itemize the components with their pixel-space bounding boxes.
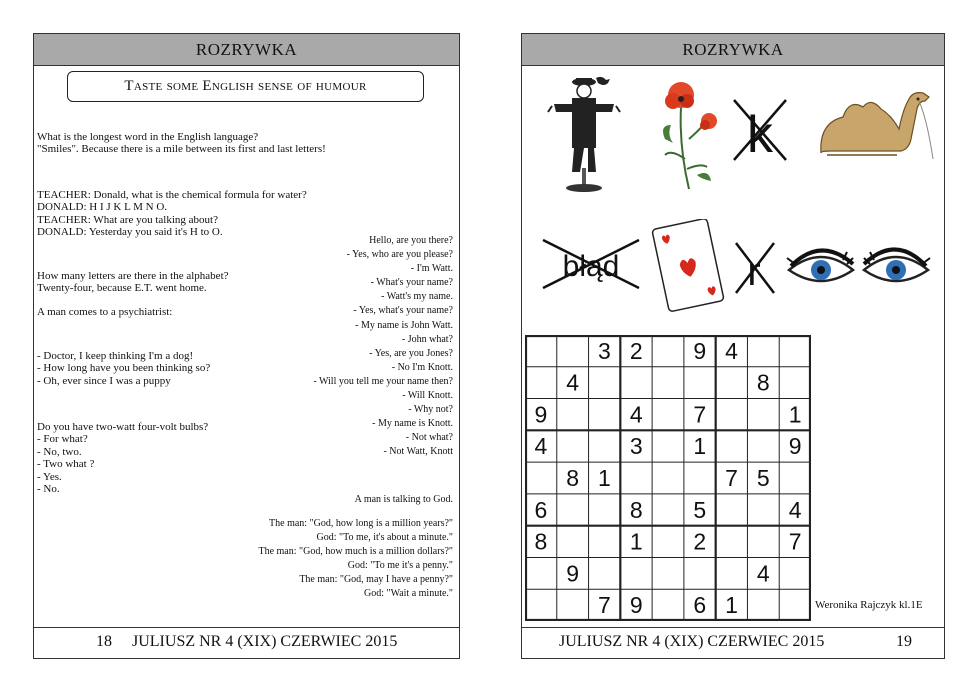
sudoku-cell-digit: 9 xyxy=(566,560,580,587)
joke-line: TEACHER: What are you talking about? xyxy=(37,213,218,226)
sudoku-cell-digit: 1 xyxy=(629,528,643,555)
god-line: God: "To me, it's about a minute." xyxy=(316,532,453,544)
crossed-letter-r xyxy=(732,239,778,297)
joke-line: - For what? xyxy=(37,433,88,446)
sudoku-grid xyxy=(525,335,811,621)
sudoku-cell-digit: 4 xyxy=(534,433,548,460)
joke-psychiatrist-intro xyxy=(37,306,172,318)
poppy-icon xyxy=(657,79,725,194)
joke-water-formula xyxy=(37,189,307,239)
sudoku-cell-digit: 1 xyxy=(788,401,802,428)
dialogue-line: - Yes, what's your name? xyxy=(353,305,453,317)
sudoku-cell-digit: 2 xyxy=(629,337,643,364)
joke-line: Do you have two-watt four-volt bulbs? xyxy=(37,421,209,433)
dialogue-line: - Why not? xyxy=(408,404,453,416)
sudoku-cell-digit: 9 xyxy=(629,592,643,619)
joke-line: A man comes to a psychiatrist: xyxy=(37,306,173,318)
joke-line: - Doctor, I keep thinking I'm a dog! xyxy=(37,350,194,362)
sudoku-cell-digit: 5 xyxy=(756,465,770,491)
sudoku-cell-digit: 4 xyxy=(566,369,580,396)
sudoku-cell-digit: 4 xyxy=(629,401,643,428)
god-line: The man: "God, may I have a penny?" xyxy=(299,574,453,586)
joke-alphabet xyxy=(37,270,229,295)
dialogue-line: - Not Watt, Knott xyxy=(383,446,453,458)
scarecrow-icon xyxy=(544,76,634,194)
crossed-word-blad-text: błąd xyxy=(562,250,620,283)
dialogue-line: - Yes, are you Jones? xyxy=(369,347,453,359)
left-section-header xyxy=(34,34,459,66)
god-line: The man: "God, how much is a million dollars?" xyxy=(258,546,453,558)
left-footer-title: JULIUSZ NR 4 (XIX) CZERWIEC 2015 xyxy=(132,633,398,650)
dialogue-line: - My name is John Watt. xyxy=(355,319,453,331)
crossed-word-blad xyxy=(539,234,643,294)
left-footer xyxy=(34,627,459,658)
sudoku-cell-digit: 4 xyxy=(788,496,802,523)
sudoku-cell-digit: 5 xyxy=(693,496,707,523)
sudoku-cell-digit: 8 xyxy=(756,369,770,396)
sudoku-cell-digit: 8 xyxy=(534,528,548,555)
god-line: God: "To me it's a penny." xyxy=(347,560,453,572)
dialogue-line: - What's your name? xyxy=(370,277,453,289)
god-intro: A man is talking to God. xyxy=(354,494,453,505)
right-section-header xyxy=(522,34,944,66)
watt-dialogue xyxy=(313,234,453,460)
dialogue-line: - Yes, who are you please? xyxy=(346,249,453,261)
sudoku-cell-digit: 8 xyxy=(629,496,643,523)
dialogue-line: - No I'm Knott. xyxy=(391,361,453,373)
joke-line: DONALD: H I J K L M N O. xyxy=(37,201,168,214)
eye-icon-right xyxy=(860,244,932,292)
right-footer-title: JULIUSZ NR 4 (XIX) CZERWIEC 2015 xyxy=(559,633,825,650)
sudoku-cell-digit: 1 xyxy=(598,465,611,491)
sudoku-cell-digit: 6 xyxy=(693,592,707,619)
dialogue-line: - I'm Watt. xyxy=(410,263,453,275)
joke-line: "Smiles". Because there is a mile between its first and last letters! xyxy=(37,143,326,156)
author-signature: Weronika Rajczyk kl.1E xyxy=(815,599,923,611)
right-page-number: 19 xyxy=(896,633,912,650)
god-line: God: "Wait a minute." xyxy=(363,588,453,600)
joke-line: - Yes. xyxy=(37,470,62,483)
sudoku-cell-digit: 7 xyxy=(725,465,738,491)
joke-bulbs xyxy=(37,421,208,495)
left-page-number: 18 xyxy=(96,633,112,650)
joke-line: - How long have you been thinking so? xyxy=(37,362,211,375)
crossed-letter-k xyxy=(730,96,790,164)
joke-line: DONALD: Yesterday you said it's H to O. xyxy=(37,226,223,239)
sudoku-cell-digit: 3 xyxy=(629,433,643,460)
sudoku-cell-digit: 4 xyxy=(725,337,738,364)
sudoku-cell-digit: 4 xyxy=(756,560,770,587)
sudoku-cell-digit: 1 xyxy=(725,592,738,619)
dialogue-line: - Watt's my name. xyxy=(381,291,453,303)
joke-line: Twenty-four, because E.T. went home. xyxy=(37,282,207,295)
dialogue-line: - Not what? xyxy=(405,432,453,444)
left-page xyxy=(33,33,460,659)
sudoku-cell-digit: 3 xyxy=(598,337,611,364)
dialogue-line: - My name is Knott. xyxy=(372,418,453,430)
dialogue-line: - Will you tell me your name then? xyxy=(313,375,453,387)
joke-line: What is the longest word in the English language? xyxy=(37,131,259,143)
dialogue-line: - Will Knott. xyxy=(402,390,453,402)
sudoku-cell-digit: 7 xyxy=(788,528,802,555)
sudoku-cell-digit: 9 xyxy=(693,337,707,364)
right-header-title: ROZRYWKA xyxy=(682,39,784,59)
right-footer xyxy=(522,627,944,658)
joke-line: TEACHER: Donald, what is the chemical formula for water? xyxy=(37,189,307,201)
joke-line: - No, two. xyxy=(37,445,82,458)
sudoku-cell-digit: 8 xyxy=(566,465,580,491)
god-dialogue xyxy=(258,517,453,602)
dialogue-line: - John what? xyxy=(401,333,453,345)
joke-line: - No. xyxy=(37,483,60,496)
right-page xyxy=(521,33,945,659)
sudoku-cell-digit: 2 xyxy=(693,528,707,555)
dialogue-line: Hello, are you there? xyxy=(369,235,453,246)
joke-psychiatrist xyxy=(37,350,210,387)
crossed-letter-r-text: r xyxy=(747,250,761,294)
sudoku-cell-digit: 1 xyxy=(693,433,707,460)
sudoku-cell-digit: 9 xyxy=(534,401,548,428)
sudoku-cell-digit: 7 xyxy=(693,401,707,428)
sudoku-cell-digit: 9 xyxy=(788,433,802,460)
eye-icon-left xyxy=(785,244,857,292)
god-line: The man: "God, how long is a million years?" xyxy=(269,518,453,529)
playing-card-ace-of-hearts-icon xyxy=(644,219,728,313)
sudoku-cell-digit: 7 xyxy=(598,592,611,619)
humour-banner xyxy=(67,71,424,102)
crossed-letter-k-text: k xyxy=(747,106,773,164)
left-header-title: ROZRYWKA xyxy=(195,39,298,59)
sudoku-cell-digit: 6 xyxy=(534,496,548,523)
joke-line: - Oh, ever since I was a puppy xyxy=(37,374,171,387)
humour-banner-text: Taste some English sense of humour xyxy=(124,78,367,94)
camel-icon xyxy=(815,89,940,169)
joke-longest-word xyxy=(37,131,326,156)
joke-line: How many letters are there in the alphabet? xyxy=(37,270,229,282)
joke-line: - Two what ? xyxy=(37,458,95,471)
